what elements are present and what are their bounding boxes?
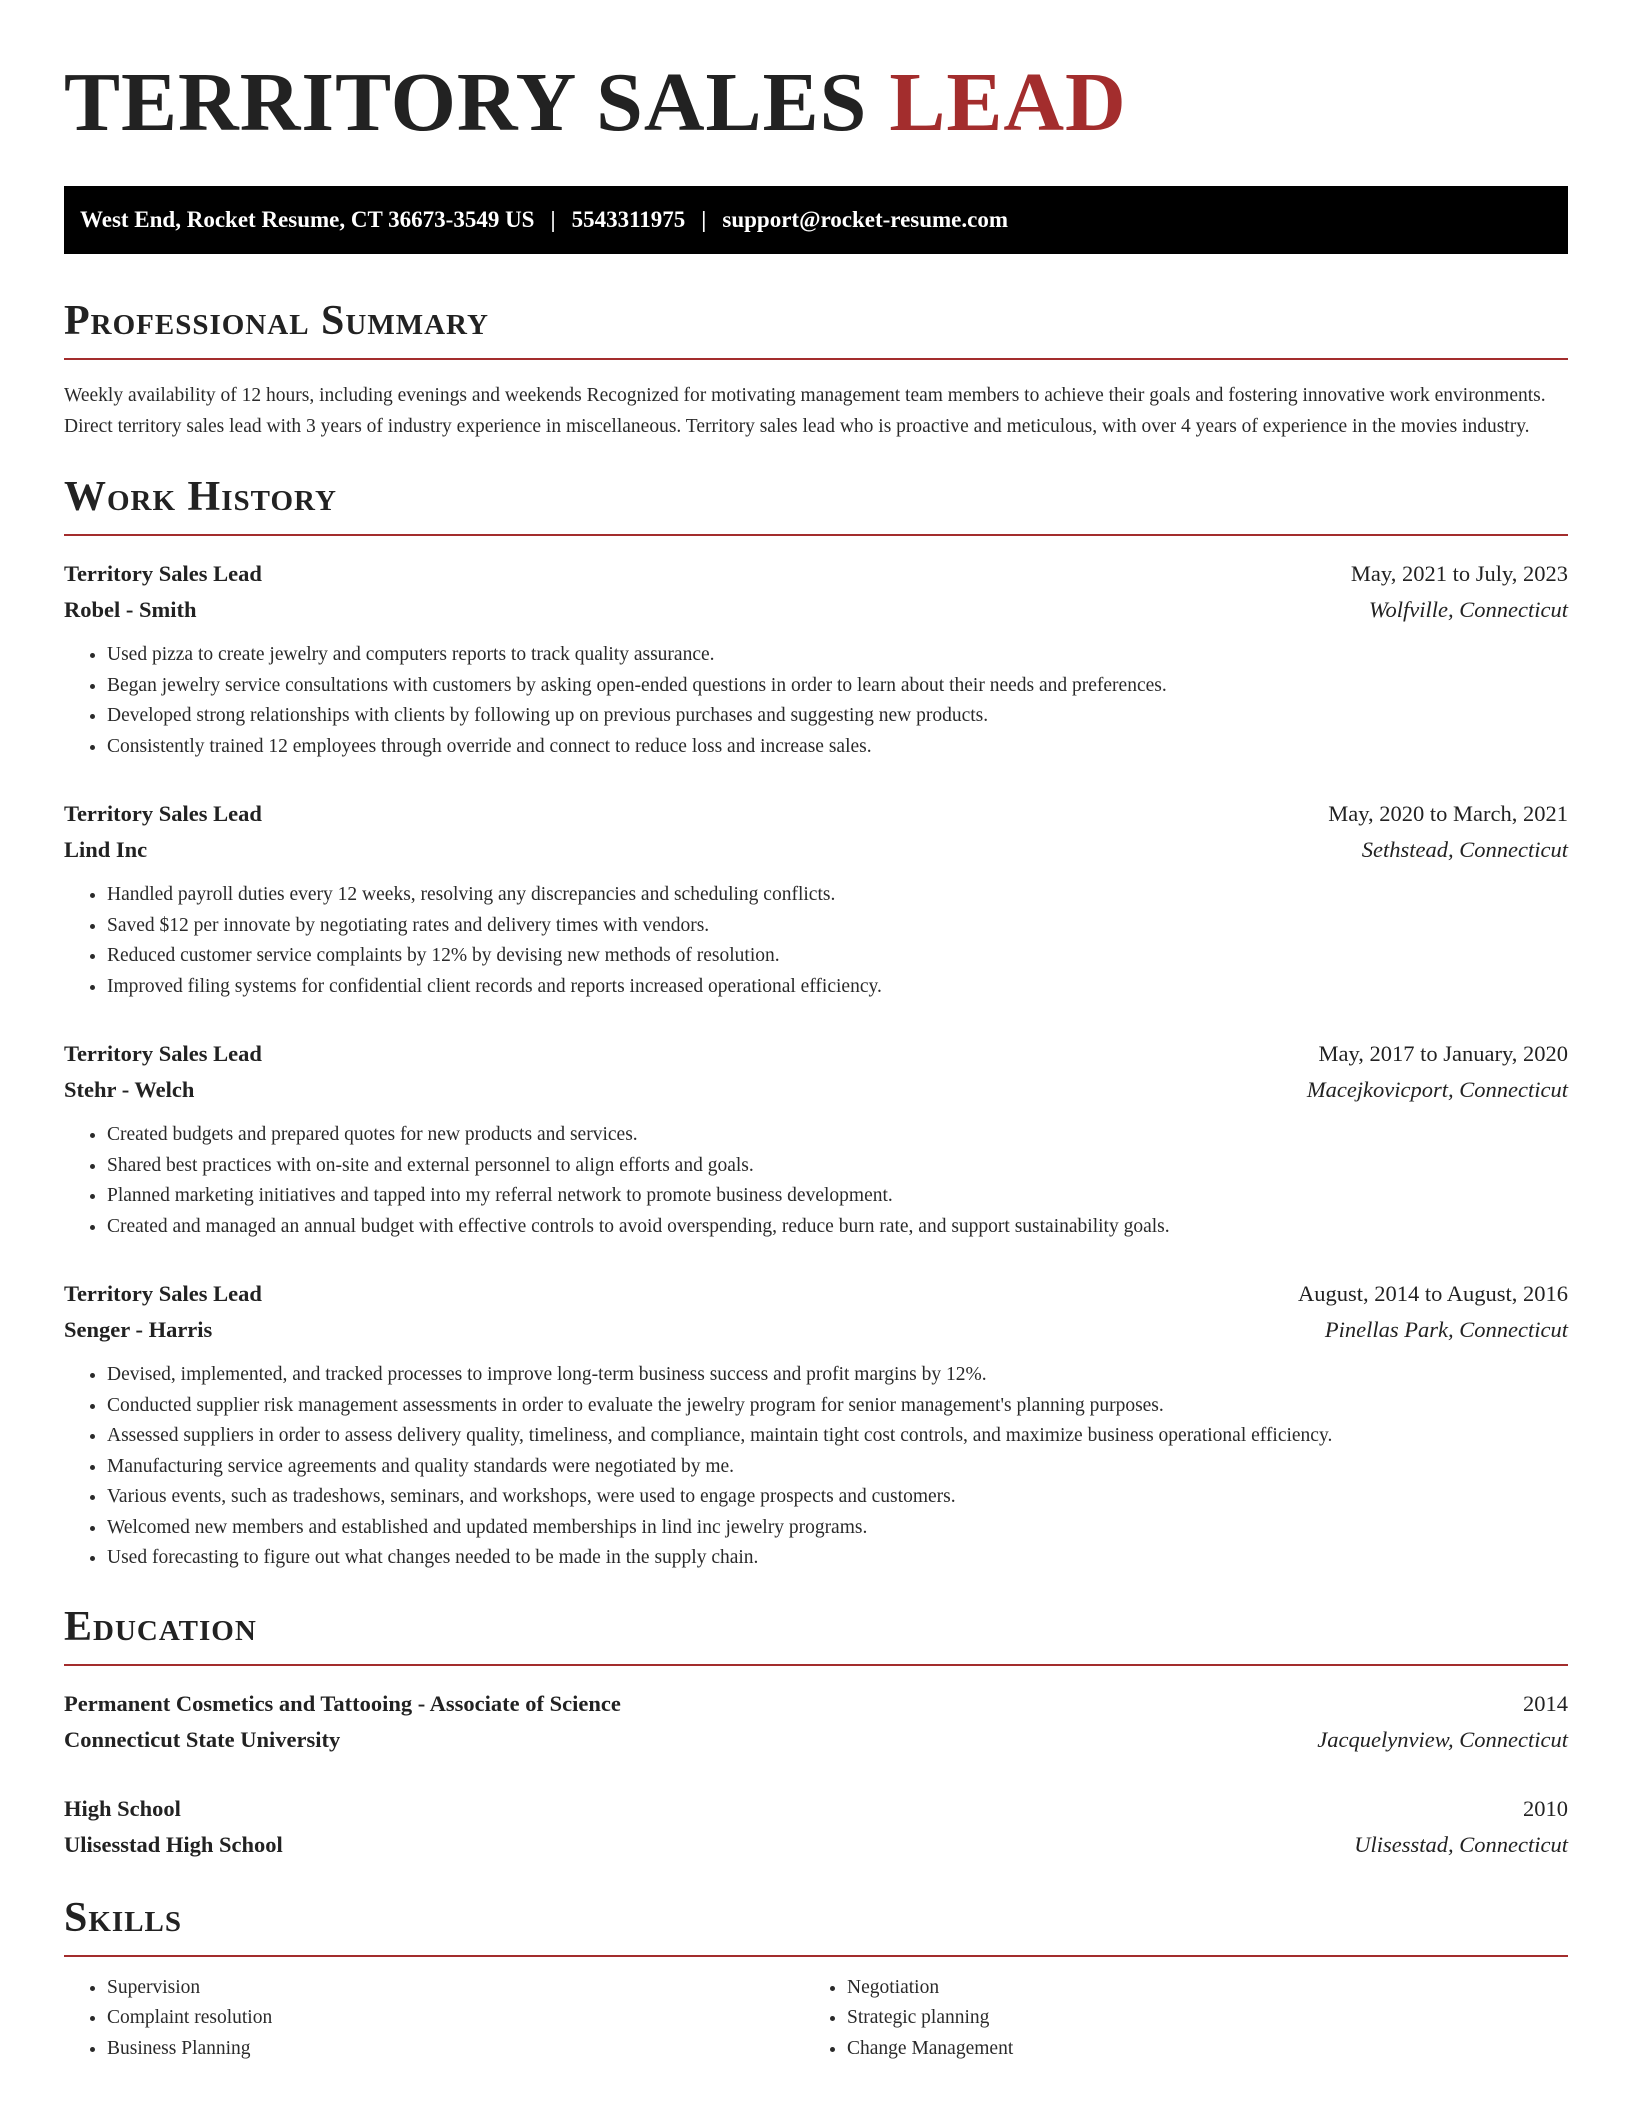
education-header-row: [64, 1686, 1568, 1722]
education-location: Jacquelynview, Connecticut: [1317, 1726, 1568, 1752]
section-divider: [64, 358, 1568, 360]
skill-item: • Supervision: [107, 1973, 804, 2004]
contact-phone[interactable]: 5543311975: [571, 207, 686, 232]
job-bullets: [64, 880, 1568, 1002]
skill-item: • Business Planning: [107, 2034, 804, 2065]
work-history-section: [64, 470, 1568, 1574]
skills-grid: [64, 1973, 1568, 2065]
job-bullet: • Manufacturing service agreements and quality standards were negotiated by me.: [107, 1452, 1568, 1483]
job-dates: August, 2014 to August, 2016: [1297, 1281, 1568, 1306]
skill-item: • Change Management: [847, 2034, 1544, 2065]
job-location: Wolfville, Connecticut: [1368, 597, 1568, 622]
job-bullets: [64, 640, 1568, 762]
education-entry: [64, 1791, 1568, 1863]
job-bullets: [64, 1360, 1568, 1574]
section-title-summary: Professional Summary: [64, 298, 489, 344]
title-main: TERRITORY SALES: [64, 56, 868, 149]
job-bullet: • Used forecasting to figure out what changes needed to be made in the supply chain.: [107, 1543, 1568, 1574]
job-dates: May, 2017 to January, 2020: [1318, 1041, 1568, 1066]
job-bullet: • Assessed suppliers in order to assess delivery quality, timeliness, and compliance, maintain tight cost controls, and maximize business operational efficiency.: [107, 1421, 1568, 1452]
job-location: Sethstead, Connecticut: [1361, 837, 1568, 862]
job-bullet: • Created budgets and prepared quotes for new products and services.: [107, 1120, 1568, 1151]
job-header-row: [64, 1276, 1568, 1312]
job-bullets: [64, 1120, 1568, 1242]
job-entry: [64, 1036, 1568, 1242]
job-role: Territory Sales Lead: [64, 561, 262, 586]
education-school: Ulisesstad High School: [64, 1831, 283, 1857]
job-location: Macejkovicport, Connecticut: [1306, 1077, 1568, 1102]
job-bullet: • Various events, such as tradeshows, seminars, and workshops, were used to engage prospects and customers.: [107, 1482, 1568, 1513]
contact-separator: |: [550, 207, 556, 232]
job-dates: May, 2021 to July, 2023: [1350, 561, 1568, 586]
contact-bar: [64, 186, 1568, 254]
education-header-row: [64, 1791, 1568, 1827]
job-header-row: [64, 796, 1568, 832]
summary-section: [64, 294, 1568, 442]
job-bullet: • Developed strong relationships with clients by following up on previous purchases and suggesting new products.: [107, 701, 1568, 732]
job-entry: [64, 1276, 1568, 1574]
job-location: Pinellas Park, Connecticut: [1324, 1317, 1568, 1342]
resume-title: [64, 48, 1568, 158]
education-school: Connecticut State University: [64, 1726, 341, 1752]
job-bullet: • Conducted supplier risk management assessments in order to evaluate the jewelry program for senior management's planning purposes.: [107, 1391, 1568, 1422]
job-bullet: • Planned marketing initiatives and tapped into my referral network to promote business development.: [107, 1181, 1568, 1212]
contact-email[interactable]: support@rocket-resume.com: [722, 207, 1009, 232]
contact-address: West End, Rocket Resume, CT 36673-3549 US: [80, 207, 535, 232]
job-entry: [64, 556, 1568, 762]
job-role: Territory Sales Lead: [64, 1041, 262, 1066]
job-role: Territory Sales Lead: [64, 1281, 262, 1306]
job-company: Lind Inc: [64, 837, 148, 862]
job-bullet: • Saved $12 per innovate by negotiating rates and delivery times with vendors.: [107, 911, 1568, 942]
skill-item: • Strategic planning: [847, 2003, 1544, 2034]
job-bullet: • Improved filing systems for confidential client records and reports increased operational efficiency.: [107, 972, 1568, 1003]
skills-section: [64, 1891, 1568, 2065]
job-entry: [64, 796, 1568, 1002]
education-school-row: [64, 1827, 1568, 1863]
education-year: 2014: [1523, 1690, 1568, 1716]
job-bullet: • Created and managed an annual budget with effective controls to avoid overspending, reduce burn rate, and support sustainability goals.: [107, 1212, 1568, 1243]
education-degree: Permanent Cosmetics and Tattooing - Associate of Science: [64, 1690, 621, 1716]
job-company: Robel - Smith: [64, 597, 197, 622]
job-company-row: [64, 832, 1568, 868]
skill-item: • Negotiation: [847, 1973, 1544, 2004]
section-title-education: Education: [64, 1603, 257, 1650]
education-location: Ulisesstad, Connecticut: [1354, 1831, 1568, 1857]
job-bullet: • Welcomed new members and established and updated memberships in lind inc jewelry programs.: [107, 1513, 1568, 1544]
education-section: [64, 1600, 1568, 1863]
section-title-work-history: Work History: [64, 474, 337, 520]
job-header-row: [64, 556, 1568, 592]
section-divider: [64, 1664, 1568, 1666]
job-bullet: • Reduced customer service complaints by 12% by devising new methods of resolution.: [107, 941, 1568, 972]
summary-text: Weekly availability of 12 hours, including evenings and weekends Recognized for motivating management team members to achieve their goals and fostering innovative work environments. Direct territory sales lead with 3 years of industry experience in miscellaneous. Territory sales lead who is proactive and meticulous, with over 4 years of experience in the movies industry.: [64, 385, 1546, 437]
job-company-row: [64, 1312, 1568, 1348]
section-divider: [64, 534, 1568, 536]
job-bullet: • Used pizza to create jewelry and computers reports to track quality assurance.: [107, 640, 1568, 671]
job-company: Senger - Harris: [64, 1317, 213, 1342]
job-company-row: [64, 1072, 1568, 1108]
education-entry: [64, 1686, 1568, 1758]
section-divider: [64, 1955, 1568, 1957]
education-school-row: [64, 1722, 1568, 1758]
job-dates: May, 2020 to March, 2021: [1328, 801, 1568, 826]
job-company: Stehr - Welch: [64, 1077, 195, 1102]
section-title-skills: Skills: [64, 1894, 183, 1941]
job-bullet: • Consistently trained 12 employees through override and connect to reduce loss and increase sales.: [107, 732, 1568, 763]
skills-column-right: [804, 1973, 1544, 2065]
title-accent: LEAD: [889, 56, 1127, 149]
job-company-row: [64, 592, 1568, 628]
education-year: 2010: [1523, 1795, 1568, 1821]
skills-column-left: [64, 1973, 804, 2065]
job-bullet: • Handled payroll duties every 12 weeks, resolving any discrepancies and scheduling conflicts.: [107, 880, 1568, 911]
job-bullet: • Began jewelry service consultations with customers by asking open-ended questions in order to learn about their needs and preferences.: [107, 671, 1568, 702]
job-bullet: • Devised, implemented, and tracked processes to improve long-term business success and profit margins by 12%.: [107, 1360, 1568, 1391]
job-role: Territory Sales Lead: [64, 801, 262, 826]
job-header-row: [64, 1036, 1568, 1072]
job-bullet: • Shared best practices with on-site and external personnel to align efforts and goals.: [107, 1151, 1568, 1182]
skill-item: • Complaint resolution: [107, 2003, 804, 2034]
education-degree: High School: [64, 1795, 181, 1821]
contact-separator: |: [701, 207, 707, 232]
